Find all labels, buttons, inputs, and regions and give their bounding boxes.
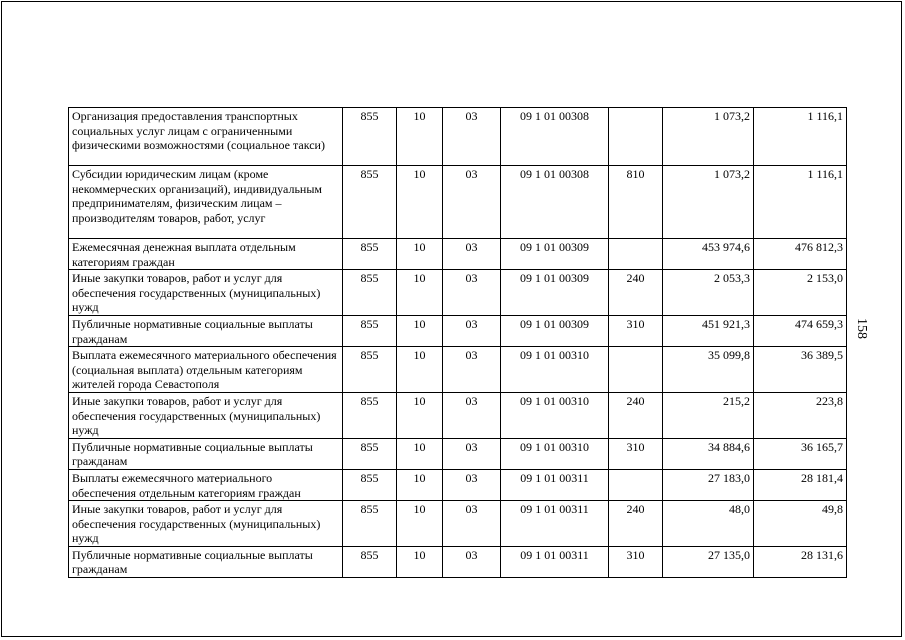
expense-type-cell: 310 bbox=[609, 315, 663, 346]
table-row bbox=[69, 392, 847, 438]
target-item-code-cell: 09 1 01 00309 bbox=[501, 270, 609, 316]
ministry-code-cell: 855 bbox=[343, 469, 397, 500]
amount-year2-cell: 223,8 bbox=[754, 392, 847, 438]
subsection-code-cell: 03 bbox=[443, 270, 501, 316]
section-code-cell: 10 bbox=[397, 166, 443, 239]
subsection-code-cell: 03 bbox=[443, 469, 501, 500]
expense-type-cell: 810 bbox=[609, 166, 663, 239]
amount-year1-cell: 1 073,2 bbox=[663, 166, 754, 239]
subsection-code-cell: 03 bbox=[443, 239, 501, 270]
row-name-cell: Ежемесячная денежная выплата отдельным категориям граждан bbox=[69, 239, 343, 270]
amount-year1-cell: 27 135,0 bbox=[663, 546, 754, 577]
ministry-code-cell: 855 bbox=[343, 239, 397, 270]
row-name-cell: Иные закупки товаров, работ и услуг для обеспечения государственных (муниципальных) нужд bbox=[69, 270, 343, 316]
amount-year2-cell: 28 181,4 bbox=[754, 469, 847, 500]
amount-year2-cell: 28 131,6 bbox=[754, 546, 847, 577]
ministry-code-cell: 855 bbox=[343, 166, 397, 239]
amount-year2-cell: 36 389,5 bbox=[754, 347, 847, 393]
target-item-code-cell: 09 1 01 00310 bbox=[501, 392, 609, 438]
row-name-cell: Публичные нормативные социальные выплаты гражданам bbox=[69, 438, 343, 469]
subsection-code-cell: 03 bbox=[443, 501, 501, 547]
table-row bbox=[69, 166, 847, 239]
ministry-code-cell: 855 bbox=[343, 546, 397, 577]
target-item-code-cell: 09 1 01 00308 bbox=[501, 108, 609, 166]
section-code-cell: 10 bbox=[397, 347, 443, 393]
row-name-cell: Иные закупки товаров, работ и услуг для обеспечения государственных (муниципальных) нужд bbox=[69, 501, 343, 547]
table-row bbox=[69, 270, 847, 316]
amount-year2-cell: 474 659,3 bbox=[754, 315, 847, 346]
row-name-cell: Выплаты ежемесячного материального обеспечения отдельным категориям граждан bbox=[69, 469, 343, 500]
amount-year2-cell: 36 165,7 bbox=[754, 438, 847, 469]
expense-type-cell bbox=[609, 347, 663, 393]
amount-year2-cell: 476 812,3 bbox=[754, 239, 847, 270]
expense-type-cell bbox=[609, 239, 663, 270]
ministry-code-cell: 855 bbox=[343, 501, 397, 547]
section-code-cell: 10 bbox=[397, 239, 443, 270]
target-item-code-cell: 09 1 01 00311 bbox=[501, 501, 609, 547]
page-number: 158 bbox=[854, 318, 869, 339]
expense-type-cell bbox=[609, 469, 663, 500]
expense-type-cell: 240 bbox=[609, 501, 663, 547]
table-row bbox=[69, 347, 847, 393]
subsection-code-cell: 03 bbox=[443, 347, 501, 393]
amount-year2-cell: 1 116,1 bbox=[754, 108, 847, 166]
expense-type-cell bbox=[609, 108, 663, 166]
ministry-code-cell: 855 bbox=[343, 108, 397, 166]
subsection-code-cell: 03 bbox=[443, 108, 501, 166]
table-row bbox=[69, 239, 847, 270]
subsection-code-cell: 03 bbox=[443, 166, 501, 239]
amount-year2-cell: 49,8 bbox=[754, 501, 847, 547]
ministry-code-cell: 855 bbox=[343, 315, 397, 346]
budget-table bbox=[68, 107, 847, 578]
target-item-code-cell: 09 1 01 00309 bbox=[501, 315, 609, 346]
expense-type-cell: 310 bbox=[609, 438, 663, 469]
amount-year1-cell: 27 183,0 bbox=[663, 469, 754, 500]
section-code-cell: 10 bbox=[397, 501, 443, 547]
row-name-cell: Субсидии юридическим лицам (кроме некоммерческих организаций), индивидуальным предпринимателям, физическим лицам – производителям товаров, работ, услуг bbox=[69, 166, 343, 239]
subsection-code-cell: 03 bbox=[443, 392, 501, 438]
expense-type-cell: 240 bbox=[609, 270, 663, 316]
section-code-cell: 10 bbox=[397, 270, 443, 316]
table-row bbox=[69, 469, 847, 500]
section-code-cell: 10 bbox=[397, 108, 443, 166]
target-item-code-cell: 09 1 01 00309 bbox=[501, 239, 609, 270]
amount-year1-cell: 451 921,3 bbox=[663, 315, 754, 346]
target-item-code-cell: 09 1 01 00310 bbox=[501, 438, 609, 469]
table-row bbox=[69, 438, 847, 469]
row-name-cell: Организация предоставления транспортных социальных услуг лицам с ограниченными физическими возможностями (социальное такси) bbox=[69, 108, 343, 166]
target-item-code-cell: 09 1 01 00310 bbox=[501, 347, 609, 393]
target-item-code-cell: 09 1 01 00308 bbox=[501, 166, 609, 239]
table-row bbox=[69, 501, 847, 547]
row-name-cell: Иные закупки товаров, работ и услуг для обеспечения государственных (муниципальных) нужд bbox=[69, 392, 343, 438]
amount-year1-cell: 215,2 bbox=[663, 392, 754, 438]
subsection-code-cell: 03 bbox=[443, 438, 501, 469]
section-code-cell: 10 bbox=[397, 315, 443, 346]
subsection-code-cell: 03 bbox=[443, 546, 501, 577]
section-code-cell: 10 bbox=[397, 546, 443, 577]
target-item-code-cell: 09 1 01 00311 bbox=[501, 546, 609, 577]
amount-year1-cell: 453 974,6 bbox=[663, 239, 754, 270]
ministry-code-cell: 855 bbox=[343, 392, 397, 438]
row-name-cell: Выплата ежемесячного материального обеспечения (социальная выплата) отдельным категориям жителей города Севастополя bbox=[69, 347, 343, 393]
ministry-code-cell: 855 bbox=[343, 347, 397, 393]
row-name-cell: Публичные нормативные социальные выплаты гражданам bbox=[69, 546, 343, 577]
expense-type-cell: 240 bbox=[609, 392, 663, 438]
ministry-code-cell: 855 bbox=[343, 438, 397, 469]
subsection-code-cell: 03 bbox=[443, 315, 501, 346]
amount-year1-cell: 35 099,8 bbox=[663, 347, 754, 393]
table-row bbox=[69, 315, 847, 346]
amount-year1-cell: 48,0 bbox=[663, 501, 754, 547]
row-name-cell: Публичные нормативные социальные выплаты гражданам bbox=[69, 315, 343, 346]
amount-year2-cell: 2 153,0 bbox=[754, 270, 847, 316]
amount-year1-cell: 1 073,2 bbox=[663, 108, 754, 166]
target-item-code-cell: 09 1 01 00311 bbox=[501, 469, 609, 500]
ministry-code-cell: 855 bbox=[343, 270, 397, 316]
table-row bbox=[69, 546, 847, 577]
table-row bbox=[69, 108, 847, 166]
expense-type-cell: 310 bbox=[609, 546, 663, 577]
amount-year1-cell: 34 884,6 bbox=[663, 438, 754, 469]
section-code-cell: 10 bbox=[397, 469, 443, 500]
section-code-cell: 10 bbox=[397, 438, 443, 469]
amount-year1-cell: 2 053,3 bbox=[663, 270, 754, 316]
amount-year2-cell: 1 116,1 bbox=[754, 166, 847, 239]
section-code-cell: 10 bbox=[397, 392, 443, 438]
